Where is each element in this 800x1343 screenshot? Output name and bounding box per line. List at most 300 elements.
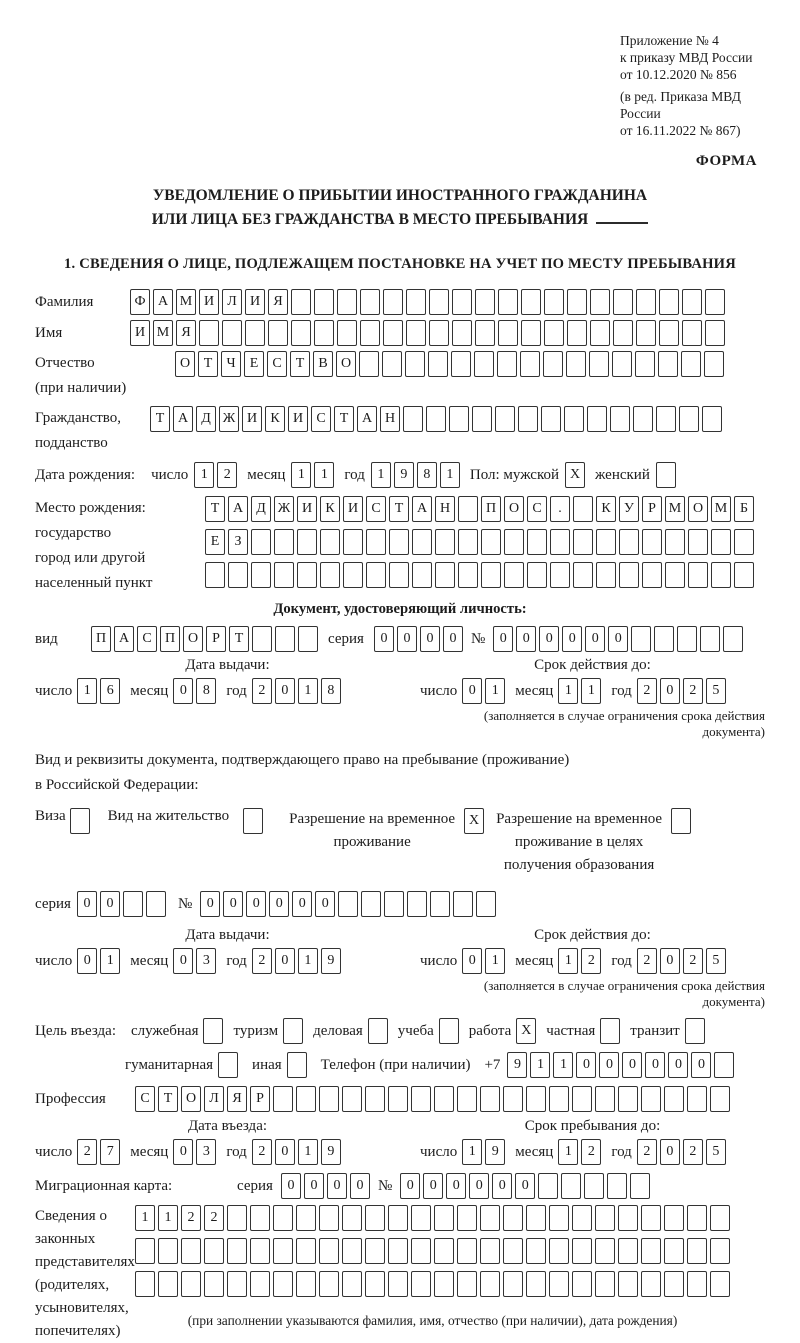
empty-cell[interactable]	[595, 1086, 615, 1112]
char-cell[interactable]: О	[504, 496, 524, 522]
empty-cell[interactable]	[630, 1173, 650, 1199]
empty-cell[interactable]	[631, 626, 651, 652]
empty-cell[interactable]	[319, 1086, 339, 1112]
empty-cell[interactable]	[388, 1205, 408, 1231]
char-cell[interactable]: О	[183, 626, 203, 652]
char-cell[interactable]: 0	[100, 891, 120, 917]
empty-cell[interactable]	[682, 320, 702, 346]
char-cell[interactable]: И	[199, 289, 219, 315]
empty-cell[interactable]	[497, 351, 517, 377]
empty-cell[interactable]	[572, 1205, 592, 1231]
char-cell[interactable]: 0	[173, 678, 193, 704]
char-cell[interactable]: 0	[423, 1173, 443, 1199]
empty-cell[interactable]	[283, 1018, 303, 1044]
empty-cell[interactable]	[250, 1238, 270, 1264]
char-cell[interactable]: Р	[642, 496, 662, 522]
char-cell[interactable]: 9	[321, 1139, 341, 1165]
char-cell[interactable]: И	[288, 406, 308, 432]
char-cell[interactable]: 0	[374, 626, 394, 652]
empty-cell[interactable]	[388, 1271, 408, 1297]
char-cell[interactable]: 1	[194, 462, 214, 488]
char-cell[interactable]: Я	[176, 320, 196, 346]
empty-cell[interactable]	[222, 320, 242, 346]
empty-cell[interactable]	[641, 1086, 661, 1112]
char-cell[interactable]: 2	[637, 948, 657, 974]
char-cell[interactable]: 9	[485, 1139, 505, 1165]
char-cell[interactable]: 2	[252, 1139, 272, 1165]
empty-cell[interactable]	[181, 1271, 201, 1297]
empty-cell[interactable]	[366, 562, 386, 588]
char-cell[interactable]: Л	[204, 1086, 224, 1112]
empty-cell[interactable]	[658, 351, 678, 377]
char-cell[interactable]: 0	[599, 1052, 619, 1078]
char-cell[interactable]: Т	[158, 1086, 178, 1112]
empty-cell[interactable]	[596, 529, 616, 555]
empty-cell[interactable]	[475, 289, 495, 315]
char-cell[interactable]: 0	[443, 626, 463, 652]
char-cell[interactable]: З	[228, 529, 248, 555]
char-cell[interactable]: 1	[558, 1139, 578, 1165]
empty-cell[interactable]	[549, 1086, 569, 1112]
empty-cell[interactable]	[383, 320, 403, 346]
empty-cell[interactable]	[319, 1271, 339, 1297]
empty-cell[interactable]	[458, 496, 478, 522]
empty-cell[interactable]	[434, 1086, 454, 1112]
char-cell[interactable]: 1	[314, 462, 334, 488]
char-cell[interactable]: 0	[446, 1173, 466, 1199]
char-cell[interactable]: А	[153, 289, 173, 315]
char-cell[interactable]: О	[181, 1086, 201, 1112]
empty-cell[interactable]	[526, 1205, 546, 1231]
empty-cell[interactable]	[723, 626, 743, 652]
char-cell[interactable]: С	[311, 406, 331, 432]
empty-cell[interactable]	[527, 562, 547, 588]
empty-cell[interactable]	[342, 1086, 362, 1112]
char-cell[interactable]: 2	[181, 1205, 201, 1231]
empty-cell[interactable]	[412, 529, 432, 555]
empty-cell[interactable]	[688, 562, 708, 588]
empty-cell[interactable]	[428, 351, 448, 377]
empty-cell[interactable]	[573, 496, 593, 522]
char-cell[interactable]: 1	[558, 948, 578, 974]
char-cell[interactable]: О	[688, 496, 708, 522]
empty-cell[interactable]	[411, 1238, 431, 1264]
char-cell[interactable]: Б	[734, 496, 754, 522]
char-cell[interactable]: Ж	[219, 406, 239, 432]
empty-cell[interactable]	[687, 1086, 707, 1112]
empty-cell[interactable]	[584, 1173, 604, 1199]
empty-cell[interactable]	[635, 351, 655, 377]
empty-cell[interactable]	[337, 320, 357, 346]
char-cell[interactable]: 0	[539, 626, 559, 652]
empty-cell[interactable]	[70, 808, 90, 834]
char-cell[interactable]: 0	[660, 1139, 680, 1165]
empty-cell[interactable]	[734, 562, 754, 588]
char-cell[interactable]: 0	[200, 891, 220, 917]
char-cell[interactable]: 2	[581, 1139, 601, 1165]
char-cell[interactable]: С	[267, 351, 287, 377]
empty-cell[interactable]	[504, 562, 524, 588]
empty-cell[interactable]	[406, 289, 426, 315]
empty-cell[interactable]	[633, 406, 653, 432]
char-cell[interactable]: 0	[275, 678, 295, 704]
char-cell[interactable]: К	[265, 406, 285, 432]
empty-cell[interactable]	[504, 529, 524, 555]
empty-cell[interactable]	[297, 562, 317, 588]
empty-cell[interactable]	[457, 1238, 477, 1264]
char-cell[interactable]: 0	[462, 678, 482, 704]
char-cell[interactable]: 1	[371, 462, 391, 488]
empty-cell[interactable]	[600, 1018, 620, 1044]
char-cell[interactable]: 0	[493, 626, 513, 652]
char-cell[interactable]: 0	[608, 626, 628, 652]
empty-cell[interactable]	[243, 808, 263, 834]
empty-cell[interactable]	[405, 351, 425, 377]
char-cell[interactable]: 1	[100, 948, 120, 974]
empty-cell[interactable]	[320, 562, 340, 588]
empty-cell[interactable]	[287, 1052, 307, 1078]
empty-cell[interactable]	[457, 1205, 477, 1231]
empty-cell[interactable]	[503, 1086, 523, 1112]
empty-cell[interactable]	[679, 406, 699, 432]
empty-cell[interactable]	[475, 320, 495, 346]
char-cell[interactable]: 8	[196, 678, 216, 704]
empty-cell[interactable]	[274, 562, 294, 588]
char-cell[interactable]: П	[91, 626, 111, 652]
empty-cell[interactable]	[677, 626, 697, 652]
empty-cell[interactable]	[480, 1086, 500, 1112]
char-cell[interactable]: С	[527, 496, 547, 522]
empty-cell[interactable]	[158, 1271, 178, 1297]
empty-cell[interactable]	[449, 406, 469, 432]
char-cell[interactable]: 1	[135, 1205, 155, 1231]
empty-cell[interactable]	[664, 1271, 684, 1297]
empty-cell[interactable]	[452, 289, 472, 315]
char-cell[interactable]: X	[464, 808, 484, 834]
empty-cell[interactable]	[291, 320, 311, 346]
empty-cell[interactable]	[472, 406, 492, 432]
char-cell[interactable]: Л	[222, 289, 242, 315]
empty-cell[interactable]	[503, 1205, 523, 1231]
char-cell[interactable]: 1	[298, 1139, 318, 1165]
empty-cell[interactable]	[481, 529, 501, 555]
char-cell[interactable]: Ф	[130, 289, 150, 315]
empty-cell[interactable]	[685, 1018, 705, 1044]
char-cell[interactable]: 2	[252, 948, 272, 974]
char-cell[interactable]: 1	[291, 462, 311, 488]
empty-cell[interactable]	[700, 626, 720, 652]
empty-cell[interactable]	[342, 1205, 362, 1231]
empty-cell[interactable]	[435, 529, 455, 555]
char-cell[interactable]: К	[320, 496, 340, 522]
empty-cell[interactable]	[596, 562, 616, 588]
char-cell[interactable]: А	[173, 406, 193, 432]
empty-cell[interactable]	[595, 1205, 615, 1231]
char-cell[interactable]: Т	[205, 496, 225, 522]
empty-cell[interactable]	[228, 562, 248, 588]
empty-cell[interactable]	[481, 562, 501, 588]
char-cell[interactable]: Я	[268, 289, 288, 315]
empty-cell[interactable]	[273, 1205, 293, 1231]
empty-cell[interactable]	[274, 529, 294, 555]
char-cell[interactable]: К	[596, 496, 616, 522]
empty-cell[interactable]	[411, 1086, 431, 1112]
empty-cell[interactable]	[526, 1086, 546, 1112]
char-cell[interactable]: 0	[516, 626, 536, 652]
char-cell[interactable]: 2	[77, 1139, 97, 1165]
empty-cell[interactable]	[549, 1238, 569, 1264]
empty-cell[interactable]	[498, 289, 518, 315]
char-cell[interactable]: 0	[400, 1173, 420, 1199]
empty-cell[interactable]	[388, 1238, 408, 1264]
empty-cell[interactable]	[521, 320, 541, 346]
empty-cell[interactable]	[199, 320, 219, 346]
empty-cell[interactable]	[343, 562, 363, 588]
char-cell[interactable]: А	[357, 406, 377, 432]
char-cell[interactable]: 0	[585, 626, 605, 652]
empty-cell[interactable]	[520, 351, 540, 377]
char-cell[interactable]: И	[130, 320, 150, 346]
empty-cell[interactable]	[158, 1238, 178, 1264]
empty-cell[interactable]	[296, 1238, 316, 1264]
empty-cell[interactable]	[388, 1086, 408, 1112]
empty-cell[interactable]	[365, 1271, 385, 1297]
char-cell[interactable]: 2	[683, 678, 703, 704]
empty-cell[interactable]	[314, 320, 334, 346]
empty-cell[interactable]	[296, 1271, 316, 1297]
empty-cell[interactable]	[498, 320, 518, 346]
empty-cell[interactable]	[544, 289, 564, 315]
char-cell[interactable]: М	[153, 320, 173, 346]
empty-cell[interactable]	[527, 529, 547, 555]
empty-cell[interactable]	[384, 891, 404, 917]
char-cell[interactable]: 9	[394, 462, 414, 488]
empty-cell[interactable]	[636, 289, 656, 315]
empty-cell[interactable]	[567, 289, 587, 315]
empty-cell[interactable]	[146, 891, 166, 917]
char-cell[interactable]: Н	[435, 496, 455, 522]
char-cell[interactable]: 0	[492, 1173, 512, 1199]
char-cell[interactable]: 0	[668, 1052, 688, 1078]
empty-cell[interactable]	[521, 289, 541, 315]
empty-cell[interactable]	[273, 1271, 293, 1297]
empty-cell[interactable]	[181, 1238, 201, 1264]
char-cell[interactable]: С	[137, 626, 157, 652]
char-cell[interactable]: 3	[196, 1139, 216, 1165]
empty-cell[interactable]	[451, 351, 471, 377]
char-cell[interactable]: Н	[380, 406, 400, 432]
empty-cell[interactable]	[252, 626, 272, 652]
empty-cell[interactable]	[360, 289, 380, 315]
char-cell[interactable]: 0	[281, 1173, 301, 1199]
empty-cell[interactable]	[227, 1205, 247, 1231]
empty-cell[interactable]	[595, 1238, 615, 1264]
empty-cell[interactable]	[434, 1238, 454, 1264]
empty-cell[interactable]	[383, 289, 403, 315]
char-cell[interactable]: 0	[645, 1052, 665, 1078]
empty-cell[interactable]	[681, 351, 701, 377]
empty-cell[interactable]	[435, 562, 455, 588]
empty-cell[interactable]	[573, 529, 593, 555]
empty-cell[interactable]	[665, 529, 685, 555]
empty-cell[interactable]	[573, 562, 593, 588]
empty-cell[interactable]	[320, 529, 340, 555]
empty-cell[interactable]	[457, 1271, 477, 1297]
empty-cell[interactable]	[359, 351, 379, 377]
empty-cell[interactable]	[407, 891, 427, 917]
empty-cell[interactable]	[549, 1205, 569, 1231]
empty-cell[interactable]	[361, 891, 381, 917]
empty-cell[interactable]	[549, 1271, 569, 1297]
char-cell[interactable]: 0	[515, 1173, 535, 1199]
empty-cell[interactable]	[641, 1271, 661, 1297]
char-cell[interactable]: 0	[397, 626, 417, 652]
empty-cell[interactable]	[518, 406, 538, 432]
empty-cell[interactable]	[618, 1271, 638, 1297]
char-cell[interactable]: 2	[204, 1205, 224, 1231]
char-cell[interactable]: 0	[576, 1052, 596, 1078]
char-cell[interactable]: 0	[691, 1052, 711, 1078]
char-cell[interactable]: 6	[100, 678, 120, 704]
empty-cell[interactable]	[688, 529, 708, 555]
char-cell[interactable]: М	[711, 496, 731, 522]
char-cell[interactable]: 1	[581, 678, 601, 704]
empty-cell[interactable]	[550, 562, 570, 588]
empty-cell[interactable]	[342, 1238, 362, 1264]
char-cell[interactable]: 3	[196, 948, 216, 974]
char-cell[interactable]: П	[481, 496, 501, 522]
empty-cell[interactable]	[587, 406, 607, 432]
char-cell[interactable]: 8	[417, 462, 437, 488]
char-cell[interactable]: 7	[100, 1139, 120, 1165]
empty-cell[interactable]	[659, 289, 679, 315]
empty-cell[interactable]	[564, 406, 584, 432]
empty-cell[interactable]	[641, 1205, 661, 1231]
char-cell[interactable]: X	[565, 462, 585, 488]
empty-cell[interactable]	[618, 1238, 638, 1264]
char-cell[interactable]: 1	[298, 678, 318, 704]
char-cell[interactable]: О	[336, 351, 356, 377]
empty-cell[interactable]	[412, 562, 432, 588]
empty-cell[interactable]	[314, 289, 334, 315]
char-cell[interactable]: И	[343, 496, 363, 522]
empty-cell[interactable]	[296, 1086, 316, 1112]
empty-cell[interactable]	[297, 529, 317, 555]
char-cell[interactable]: 9	[321, 948, 341, 974]
empty-cell[interactable]	[426, 406, 446, 432]
empty-cell[interactable]	[337, 289, 357, 315]
empty-cell[interactable]	[480, 1238, 500, 1264]
char-cell[interactable]: Т	[334, 406, 354, 432]
empty-cell[interactable]	[618, 1086, 638, 1112]
char-cell[interactable]: Т	[389, 496, 409, 522]
empty-cell[interactable]	[480, 1205, 500, 1231]
empty-cell[interactable]	[567, 320, 587, 346]
empty-cell[interactable]	[590, 289, 610, 315]
char-cell[interactable]: А	[412, 496, 432, 522]
empty-cell[interactable]	[526, 1271, 546, 1297]
char-cell[interactable]: М	[665, 496, 685, 522]
empty-cell[interactable]	[204, 1238, 224, 1264]
empty-cell[interactable]	[275, 626, 295, 652]
empty-cell[interactable]	[406, 320, 426, 346]
empty-cell[interactable]	[298, 626, 318, 652]
char-cell[interactable]: 0	[77, 891, 97, 917]
empty-cell[interactable]	[659, 320, 679, 346]
char-cell[interactable]: 8	[321, 678, 341, 704]
empty-cell[interactable]	[204, 1271, 224, 1297]
empty-cell[interactable]	[480, 1271, 500, 1297]
empty-cell[interactable]	[682, 289, 702, 315]
char-cell[interactable]: И	[242, 406, 262, 432]
empty-cell[interactable]	[642, 562, 662, 588]
char-cell[interactable]: 0	[275, 1139, 295, 1165]
char-cell[interactable]: 2	[637, 678, 657, 704]
empty-cell[interactable]	[590, 320, 610, 346]
char-cell[interactable]: .	[550, 496, 570, 522]
empty-cell[interactable]	[642, 529, 662, 555]
empty-cell[interactable]	[589, 351, 609, 377]
empty-cell[interactable]	[218, 1052, 238, 1078]
empty-cell[interactable]	[389, 562, 409, 588]
title-blank-underline[interactable]	[596, 210, 648, 224]
empty-cell[interactable]	[429, 320, 449, 346]
char-cell[interactable]: О	[175, 351, 195, 377]
char-cell[interactable]: 5	[706, 948, 726, 974]
char-cell[interactable]: В	[313, 351, 333, 377]
empty-cell[interactable]	[366, 529, 386, 555]
char-cell[interactable]: Ч	[221, 351, 241, 377]
empty-cell[interactable]	[360, 320, 380, 346]
char-cell[interactable]: У	[619, 496, 639, 522]
char-cell[interactable]: И	[245, 289, 265, 315]
empty-cell[interactable]	[618, 1205, 638, 1231]
empty-cell[interactable]	[607, 1173, 627, 1199]
char-cell[interactable]: 1	[530, 1052, 550, 1078]
empty-cell[interactable]	[273, 1086, 293, 1112]
empty-cell[interactable]	[710, 1086, 730, 1112]
char-cell[interactable]: 0	[660, 678, 680, 704]
empty-cell[interactable]	[541, 406, 561, 432]
empty-cell[interactable]	[382, 351, 402, 377]
empty-cell[interactable]	[389, 529, 409, 555]
char-cell[interactable]: 0	[315, 891, 335, 917]
empty-cell[interactable]	[613, 289, 633, 315]
empty-cell[interactable]	[251, 562, 271, 588]
empty-cell[interactable]	[561, 1173, 581, 1199]
empty-cell[interactable]	[538, 1173, 558, 1199]
empty-cell[interactable]	[572, 1238, 592, 1264]
empty-cell[interactable]	[503, 1238, 523, 1264]
empty-cell[interactable]	[245, 320, 265, 346]
empty-cell[interactable]	[671, 808, 691, 834]
empty-cell[interactable]	[702, 406, 722, 432]
char-cell[interactable]: 0	[304, 1173, 324, 1199]
empty-cell[interactable]	[705, 289, 725, 315]
char-cell[interactable]: Т	[229, 626, 249, 652]
char-cell[interactable]: Т	[290, 351, 310, 377]
empty-cell[interactable]	[687, 1238, 707, 1264]
char-cell[interactable]: 5	[706, 1139, 726, 1165]
char-cell[interactable]: А	[114, 626, 134, 652]
char-cell[interactable]: Р	[250, 1086, 270, 1112]
empty-cell[interactable]	[613, 320, 633, 346]
empty-cell[interactable]	[665, 562, 685, 588]
empty-cell[interactable]	[656, 406, 676, 432]
char-cell[interactable]: 1	[298, 948, 318, 974]
char-cell[interactable]: 2	[217, 462, 237, 488]
empty-cell[interactable]	[411, 1205, 431, 1231]
